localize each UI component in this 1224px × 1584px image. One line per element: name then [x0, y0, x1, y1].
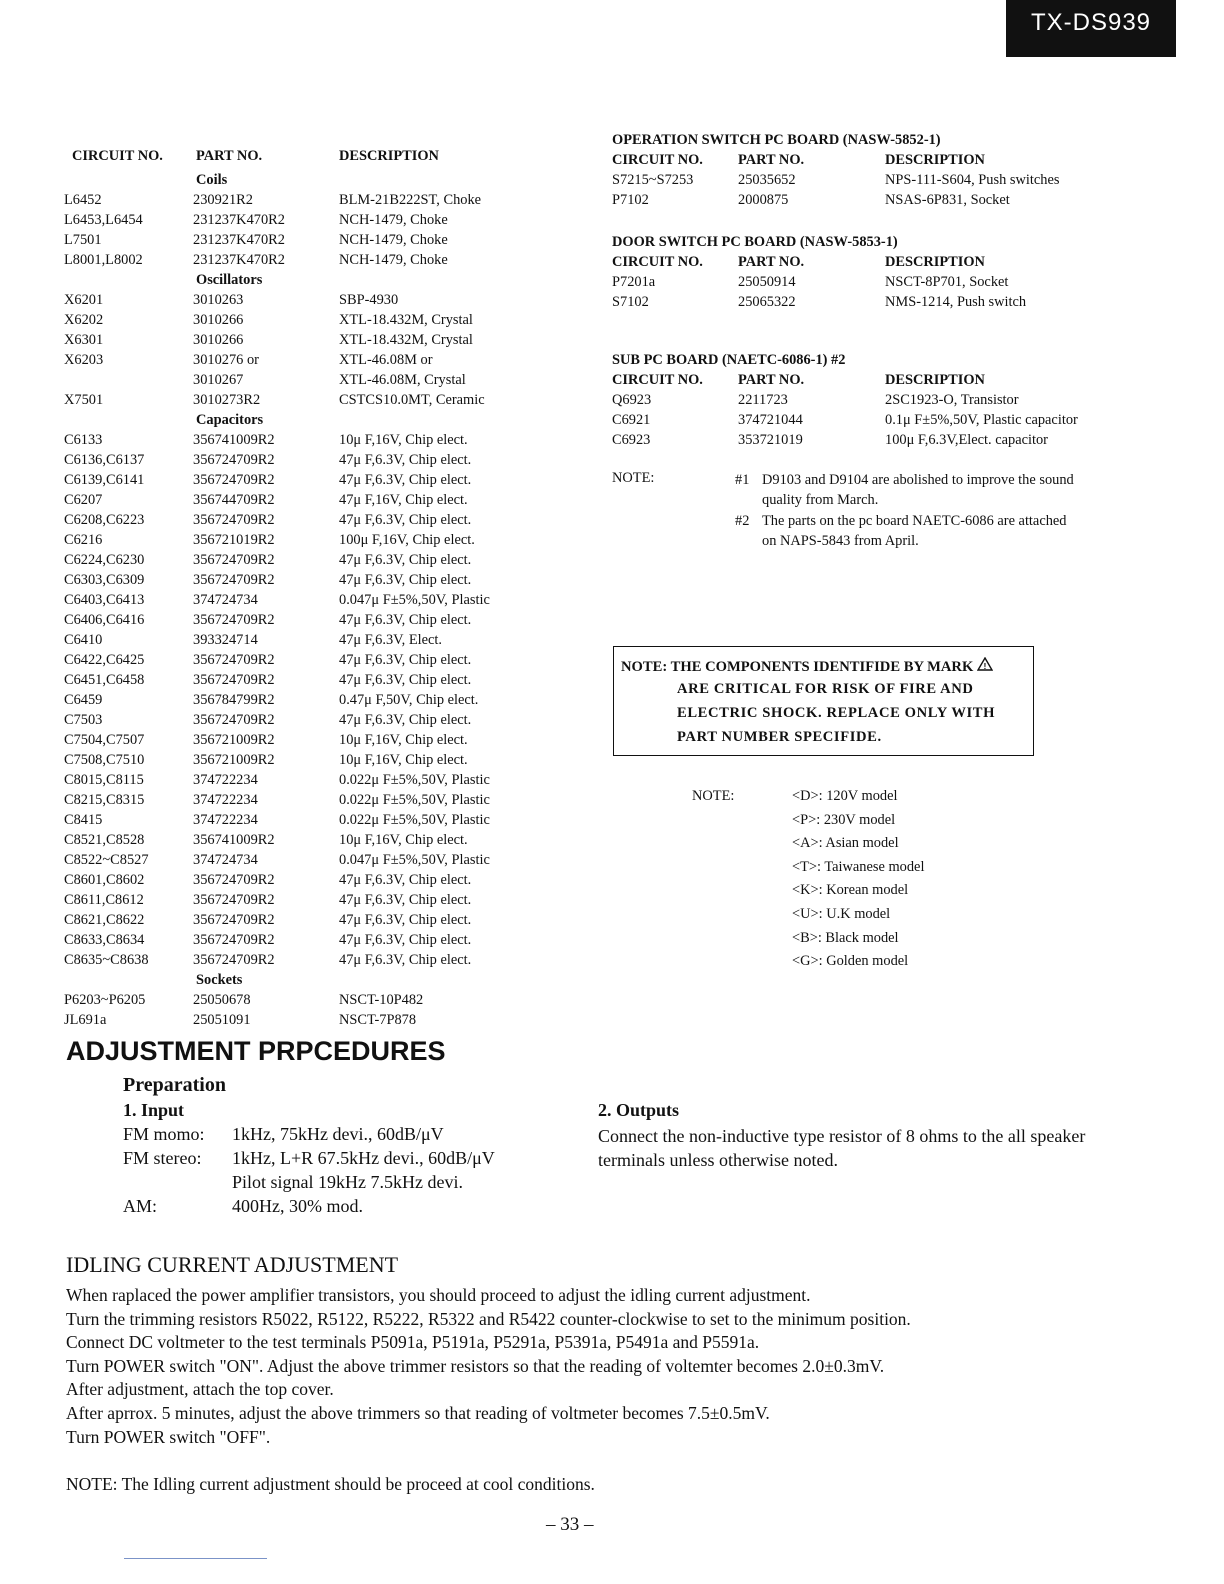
part-no: 2000875: [738, 192, 789, 208]
parts-row: [64, 390, 564, 410]
model-item: <G>: Golden model: [792, 953, 909, 970]
description: 100μ F,6.3V,Elect. capacitor: [885, 432, 1048, 448]
parts-row: [64, 610, 564, 630]
critical-text: NOTE: THE COMPONENTS IDENTIFIDE BY MARK: [621, 659, 974, 675]
part-no: 3010276 or: [193, 352, 259, 368]
circuit-no: C6921: [612, 412, 651, 428]
part-no: 356741009R2: [193, 432, 275, 448]
description: XTL-46.08M, Crystal: [339, 372, 466, 388]
circuit-no: S7102: [612, 294, 649, 310]
model-note-label: NOTE:: [692, 788, 735, 804]
circuit-no: L8001,L8002: [64, 252, 143, 268]
parts-list: [64, 148, 564, 1030]
circuit-no: P7102: [612, 192, 649, 208]
parts-row: [64, 990, 564, 1010]
parts-row: [64, 1010, 564, 1030]
board-section: [612, 232, 1132, 312]
board-header: [612, 252, 1132, 272]
parts-row: [64, 250, 564, 270]
circuit-no: C7503: [64, 712, 103, 728]
description: NCH-1479, Choke: [339, 232, 448, 248]
part-no: 231237K470R2: [193, 232, 285, 248]
description: XTL-46.08M or: [339, 352, 433, 368]
part-no: 374722234: [193, 772, 258, 788]
description: 0.022μ F±5%,50V, Plastic: [339, 792, 490, 808]
description: 0.022μ F±5%,50V, Plastic: [339, 772, 490, 788]
part-no: 3010263: [193, 292, 244, 308]
part-no: 3010266: [193, 312, 244, 328]
description: XTL-18.432M, Crystal: [339, 332, 473, 348]
description: 47μ F,6.3V, Chip elect.: [339, 952, 472, 968]
parts-row: [64, 230, 564, 250]
parts-row: [64, 590, 564, 610]
parts-group-heading: [64, 410, 564, 430]
parts-row: [64, 850, 564, 870]
idling-instructions: [66, 1284, 1166, 1449]
description: XTL-18.432M, Crystal: [339, 312, 473, 328]
description: 47μ F,6.3V, Chip elect.: [339, 672, 472, 688]
parts-row: [64, 790, 564, 810]
part-no: 356724709R2: [193, 652, 275, 668]
idling-line: Turn the trimming resistors R5022, R5122, R5222, R5322 and R5422 counter-clockwise to set to the minimum position.: [66, 1308, 911, 1329]
parts-row: [64, 470, 564, 490]
board-row: [612, 272, 1132, 292]
board-header: [612, 370, 1132, 390]
parts-row: [64, 490, 564, 510]
circuit-no: C7508,C7510: [64, 752, 145, 768]
description: NSCT-8P701, Socket: [885, 274, 1009, 290]
description: 10μ F,16V, Chip elect.: [339, 752, 468, 768]
parts-row: [64, 550, 564, 570]
spacer: [64, 270, 193, 290]
part-no: 3010267: [193, 372, 244, 388]
board-row: [612, 170, 1132, 190]
circuit-no: [64, 370, 193, 390]
idling-line: After aprrox. 5 minutes, adjust the above trimmers so that reading of voltmeter becomes 7.5±0.5mV.: [66, 1402, 770, 1423]
board-title: OPERATION SWITCH PC BOARD (NASW-5852-1): [612, 132, 941, 148]
board-row: [612, 292, 1132, 312]
parts-list-header: [64, 148, 564, 170]
spacer: [64, 170, 193, 190]
preparation-heading: Preparation: [123, 1074, 226, 1096]
part-no: 25051091: [193, 1012, 251, 1028]
part-no: 356721019R2: [193, 532, 275, 548]
circuit-no: C6224,C6230: [64, 552, 145, 568]
board-row: [612, 390, 1132, 410]
circuit-no: L6452: [64, 192, 102, 208]
part-no: 353721019: [738, 432, 803, 448]
description: 47μ F,16V, Chip elect.: [339, 492, 468, 508]
description: 2SC1923-O, Transistor: [885, 392, 1019, 408]
part-no: 356724709R2: [193, 512, 275, 528]
description: NCH-1479, Choke: [339, 252, 448, 268]
part-no: 393324714: [193, 632, 258, 648]
description-header: DESCRIPTION: [885, 254, 985, 270]
parts-row: [64, 350, 564, 370]
parts-row: [64, 190, 564, 210]
parts-row: [64, 730, 564, 750]
model-item: <D>: 120V model: [792, 788, 898, 804]
parts-row: [64, 570, 564, 590]
part-no: 356724709R2: [193, 912, 275, 928]
description: NSCT-10P482: [339, 992, 424, 1008]
group-label: Sockets: [196, 972, 243, 988]
input-value: 1kHz, L+R 67.5kHz devi., 60dB/μV: [232, 1148, 495, 1168]
part-no: 25065322: [738, 294, 796, 310]
part-no: 356744709R2: [193, 492, 275, 508]
circuit-no: C6422,C6425: [64, 652, 145, 668]
part-no: 356721009R2: [193, 732, 275, 748]
board-section: [612, 130, 1132, 210]
part-no: 374721044: [738, 412, 803, 428]
circuit-no: C6406,C6416: [64, 612, 145, 628]
idling-line: Connect DC voltmeter to the test terminals P5091a, P5191a, P5291a, P5391a, P5491a and P5591a.: [66, 1332, 760, 1353]
sub-note-label: NOTE:: [612, 470, 655, 486]
note-text: D9103 and D9104 are abolished to improve the sound: [762, 472, 1074, 488]
parts-row: [64, 450, 564, 470]
description: 47μ F,6.3V, Elect.: [339, 632, 443, 648]
parts-row: [64, 630, 564, 650]
circuit-no: C8522~C8527: [64, 852, 149, 868]
circuit-no: C8215,C8315: [64, 792, 145, 808]
description: 47μ F,6.3V, Chip elect.: [339, 512, 472, 528]
board-row: [612, 430, 1132, 450]
circuit-no: C7504,C7507: [64, 732, 145, 748]
part-no: 231237K470R2: [193, 252, 285, 268]
idling-line: Turn POWER switch "ON". Adjust the above trimmer resistors so that the reading of voltemter becomes 2.0±0.3mV.: [66, 1355, 885, 1376]
description: NPS-111-S604, Push switches: [885, 172, 1060, 188]
description: 10μ F,16V, Chip elect.: [339, 432, 468, 448]
parts-row: [64, 370, 564, 390]
circuit-no: C6208,C6223: [64, 512, 145, 528]
part-no: 25050678: [193, 992, 251, 1008]
description: BLM-21B222ST, Choke: [339, 192, 482, 208]
model-item: <A>: Asian model: [792, 835, 899, 852]
group-label: Oscillators: [196, 272, 263, 288]
board-title: SUB PC BOARD (NAETC-6086-1) #2: [612, 352, 846, 368]
description: CSTCS10.0MT, Ceramic: [339, 392, 485, 408]
parts-row: [64, 890, 564, 910]
circuit-no: L7501: [64, 232, 102, 248]
part-no: 356724709R2: [193, 952, 275, 968]
input-value: 1kHz, 75kHz devi., 60dB/μV: [232, 1124, 444, 1144]
idling-line: After adjustment, attach the top cover.: [66, 1379, 334, 1400]
parts-row: [64, 810, 564, 830]
board-row: [612, 190, 1132, 210]
circuit-no: C8621,C8622: [64, 912, 145, 928]
circuit-no: C6451,C6458: [64, 672, 145, 688]
parts-row: [64, 530, 564, 550]
parts-row: [64, 430, 564, 450]
part-no: 356724709R2: [193, 672, 275, 688]
warning-triangle-icon: [977, 657, 993, 676]
part-no: 374724734: [193, 592, 258, 608]
circuit-no: X7501: [64, 392, 104, 408]
description: 47μ F,6.3V, Chip elect.: [339, 712, 472, 728]
model-item: <T>: Taiwanese model: [792, 858, 925, 875]
input-label: AM:: [123, 1196, 158, 1216]
circuit-no: X6203: [64, 352, 104, 368]
description: 47μ F,6.3V, Chip elect.: [339, 472, 472, 488]
description: 47μ F,6.3V, Chip elect.: [339, 652, 472, 668]
outputs-heading: 2. Outputs: [598, 1100, 680, 1120]
parts-group-heading: [64, 170, 564, 190]
parts-row: [64, 830, 564, 850]
part-no-header: PART NO.: [738, 254, 805, 270]
circuit-no: C6459: [64, 692, 103, 708]
description: 47μ F,6.3V, Chip elect.: [339, 912, 472, 928]
description: NSCT-7P878: [339, 1012, 417, 1028]
circuit-no: C8635~C8638: [64, 952, 149, 968]
description: 0.47μ F,50V, Chip elect.: [339, 692, 479, 708]
idling-line: Turn POWER switch "OFF".: [66, 1426, 271, 1447]
circuit-no: C6136,C6137: [64, 452, 145, 468]
parts-row: [64, 310, 564, 330]
description: 47μ F,6.3V, Chip elect.: [339, 572, 472, 588]
description: 0.047μ F±5%,50V, Plastic: [339, 852, 490, 868]
circuit-no-header: CIRCUIT NO.: [612, 152, 703, 168]
input-label: FM stereo:: [123, 1148, 202, 1168]
circuit-no-header: CIRCUIT NO.: [72, 148, 163, 164]
description: 0.047μ F±5%,50V, Plastic: [339, 592, 490, 608]
board-section: [612, 350, 1132, 450]
adjustment-title: ADJUSTMENT PRPCEDURES: [66, 1036, 446, 1066]
description: 47μ F,6.3V, Chip elect.: [339, 932, 472, 948]
input-value: Pilot signal 19kHz 7.5kHz devi.: [232, 1172, 463, 1192]
description: 0.022μ F±5%,50V, Plastic: [339, 812, 490, 828]
description: NCH-1479, Choke: [339, 212, 448, 228]
critical-line-3: ELECTRIC SHOCK. REPLACE ONLY WITH: [677, 705, 996, 721]
outputs-text: Connect the non-inductive type resistor of 8 ohms to the all speaker terminals unless otherwise noted.: [598, 1126, 1086, 1170]
group-label: Capacitors: [196, 412, 264, 428]
circuit-no: Q6923: [612, 392, 652, 408]
description: 47μ F,6.3V, Chip elect.: [339, 612, 472, 628]
input-value: 400Hz, 30% mod.: [232, 1196, 363, 1216]
part-no: 356724709R2: [193, 712, 275, 728]
circuit-no: C6410: [64, 632, 103, 648]
model-item: <K>: Korean model: [792, 882, 909, 899]
parts-row: [64, 910, 564, 930]
circuit-no: C6403,C6413: [64, 592, 145, 608]
circuit-no-header: CIRCUIT NO.: [612, 254, 703, 270]
description: 47μ F,6.3V, Chip elect.: [339, 552, 472, 568]
description: 47μ F,6.3V, Chip elect.: [339, 892, 472, 908]
circuit-no: C6139,C6141: [64, 472, 145, 488]
part-no: 356724709R2: [193, 872, 275, 888]
part-no: 356784799R2: [193, 692, 275, 708]
circuit-no: C8633,C8634: [64, 932, 145, 948]
parts-row: [64, 950, 564, 970]
parts-rows: [64, 170, 564, 1030]
circuit-no: X6301: [64, 332, 104, 348]
part-no: 374722234: [193, 792, 258, 808]
circuit-no: C8015,C8115: [64, 772, 144, 788]
description: NMS-1214, Push switch: [885, 294, 1027, 310]
parts-row: [64, 330, 564, 350]
circuit-no: JL691a: [64, 1012, 107, 1028]
note-number: #1: [735, 472, 750, 488]
parts-group-heading: [64, 970, 564, 990]
part-no: 356724709R2: [193, 892, 275, 908]
circuit-no: C8611,C8612: [64, 892, 144, 908]
description: NSAS-6P831, Socket: [885, 192, 1010, 208]
parts-row: [64, 290, 564, 310]
circuit-no: C8521,C8528: [64, 832, 145, 848]
description: SBP-4930: [339, 292, 399, 308]
note-number: #2: [735, 513, 750, 529]
parts-row: [64, 710, 564, 730]
circuit-no: C6133: [64, 432, 103, 448]
model-item: <B>: Black model: [792, 929, 899, 946]
circuit-no: C6216: [64, 532, 103, 548]
board-header: [612, 150, 1132, 170]
part-no: 374724734: [193, 852, 258, 868]
description: 10μ F,16V, Chip elect.: [339, 732, 468, 748]
footer-line: [124, 1558, 267, 1559]
parts-group-heading: [64, 270, 564, 290]
page-number: – 33 –: [546, 1514, 594, 1535]
sub-note-item: [735, 511, 1125, 551]
critical-components-note: [613, 646, 1034, 756]
parts-row: [64, 770, 564, 790]
part-no-header: PART NO.: [196, 148, 263, 164]
description-header: DESCRIPTION: [339, 148, 439, 164]
note-text: The parts on the pc board NAETC-6086 are attached: [762, 513, 1067, 529]
part-no: 2211723: [738, 392, 788, 408]
parts-row: [64, 690, 564, 710]
board-title: DOOR SWITCH PC BOARD (NASW-5853-1): [612, 234, 898, 250]
idling-note: NOTE: The Idling current adjustment should be proceed at cool conditions.: [66, 1474, 595, 1494]
description: 10μ F,16V, Chip elect.: [339, 832, 468, 848]
parts-row: [64, 650, 564, 670]
circuit-no: C8415: [64, 812, 103, 828]
idling-title: IDLING CURRENT ADJUSTMENT: [66, 1252, 399, 1277]
circuit-no: C6303,C6309: [64, 572, 145, 588]
circuit-no-header: CIRCUIT NO.: [612, 372, 703, 388]
description: 0.1μ F±5%,50V, Plastic capacitor: [885, 412, 1078, 428]
part-no: 231237K470R2: [193, 212, 285, 228]
part-no: 356724709R2: [193, 612, 275, 628]
note-text-continued: on NAPS-5843 from April.: [762, 533, 919, 549]
model-item: <U>: U.K model: [792, 906, 891, 922]
parts-row: [64, 670, 564, 690]
circuit-no: P6203~P6205: [64, 992, 146, 1008]
idling-line: When raplaced the power amplifier transistors, you should proceed to adjust the idling current adjustment.: [66, 1285, 811, 1305]
circuit-no: X6201: [64, 292, 104, 308]
part-no: 356741009R2: [193, 832, 275, 848]
description: 47μ F,6.3V, Chip elect.: [339, 872, 472, 888]
circuit-no: P7201a: [612, 274, 656, 290]
critical-line-2: ARE CRITICAL FOR RISK OF FIRE AND: [677, 681, 974, 697]
part-no: 25035652: [738, 172, 796, 188]
part-no: 356724709R2: [193, 932, 275, 948]
part-no: 356724709R2: [193, 572, 275, 588]
part-no: 356724709R2: [193, 552, 275, 568]
circuit-no: S7215~S7253: [612, 172, 694, 188]
part-no: 230921R2: [193, 192, 253, 208]
model-item: <P>: 230V model: [792, 811, 896, 828]
parts-row: [64, 750, 564, 770]
part-no: 3010266: [193, 332, 244, 348]
circuit-no: C8601,C8602: [64, 872, 145, 888]
part-no: 25050914: [738, 274, 796, 290]
part-no: 356721009R2: [193, 752, 275, 768]
description: 100μ F,16V, Chip elect.: [339, 532, 475, 548]
circuit-no: X6202: [64, 312, 104, 328]
spacer: [64, 410, 193, 430]
input-heading: 1. Input: [123, 1100, 185, 1120]
parts-row: [64, 870, 564, 890]
description-header: DESCRIPTION: [885, 152, 985, 168]
circuit-no: L6453,L6454: [64, 212, 143, 228]
part-no: 356724709R2: [193, 472, 275, 488]
part-no: 3010273R2: [193, 392, 261, 408]
circuit-no: C6207: [64, 492, 103, 508]
input-label: FM momo:: [123, 1124, 205, 1144]
sub-note-item: [735, 470, 1125, 510]
svg-text:!: !: [983, 662, 987, 671]
parts-row: [64, 210, 564, 230]
description: 47μ F,6.3V, Chip elect.: [339, 452, 472, 468]
model-badge: TX-DS939: [1006, 0, 1176, 57]
note-text-continued: quality from March.: [762, 492, 879, 508]
parts-row: [64, 510, 564, 530]
part-no: 356724709R2: [193, 452, 275, 468]
circuit-no: C6923: [612, 432, 651, 448]
critical-line-4: PART NUMBER SPECIFIDE.: [677, 729, 882, 745]
part-no-header: PART NO.: [738, 152, 805, 168]
spacer: [64, 970, 193, 990]
group-label: Coils: [196, 172, 228, 188]
board-row: [612, 410, 1132, 430]
description-header: DESCRIPTION: [885, 372, 985, 388]
part-no-header: PART NO.: [738, 372, 805, 388]
parts-row: [64, 930, 564, 950]
part-no: 374722234: [193, 812, 258, 828]
critical-line-1: [621, 657, 993, 676]
